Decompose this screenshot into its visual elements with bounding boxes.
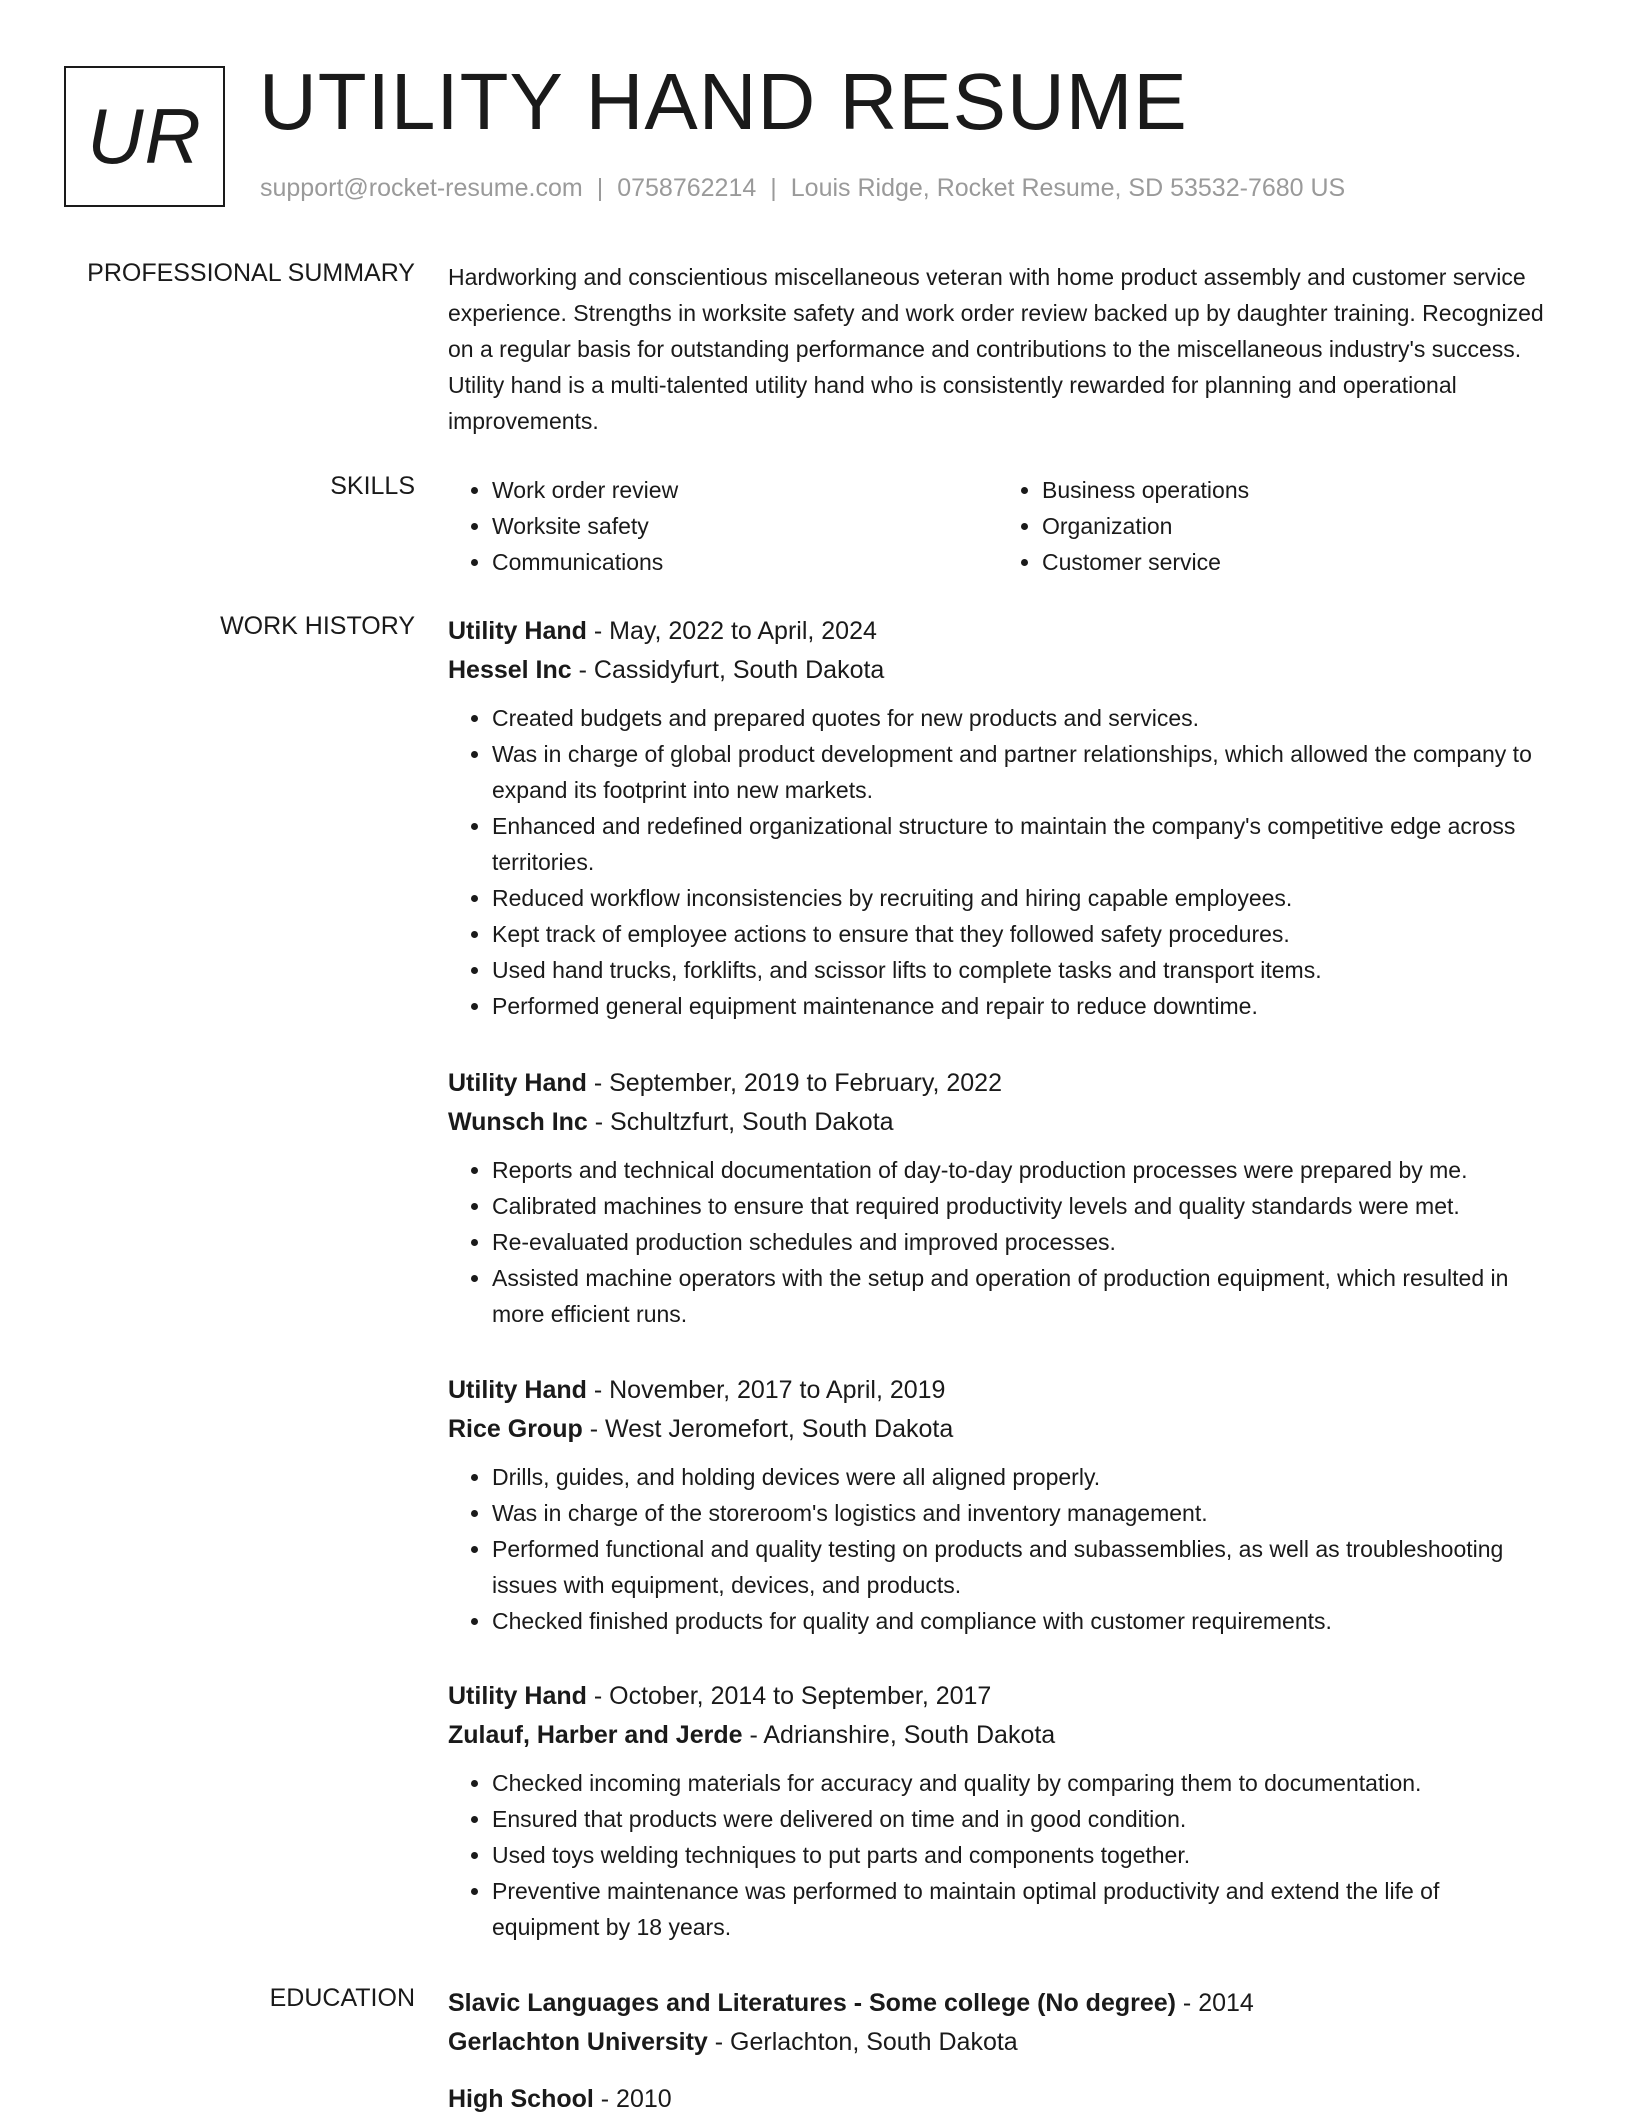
job-bullet: • Calibrated machines to ensure that required productivity levels and quality standards were met. [492, 1188, 1548, 1224]
job-bullet: • Ensured that products were delivered on time and in good condition. [492, 1801, 1548, 1837]
job-bullet: • Was in charge of the storeroom's logistics and inventory management. [492, 1495, 1548, 1531]
skills-list-col1 [448, 472, 998, 580]
skill-item: • Worksite safety [492, 508, 998, 544]
job-bullet: • Kept track of employee actions to ensure that they followed safety procedures. [492, 916, 1548, 952]
education-degree: Slavic Languages and Literatures - Some college (No degree) [448, 1989, 1176, 2017]
job-dates: - October, 2014 to September, 2017 [586, 1682, 992, 1710]
skill-item: • Customer service [1042, 544, 1548, 580]
job-dates: - September, 2019 to February, 2022 [586, 1069, 1002, 1097]
contact-separator: | [770, 174, 777, 202]
section-label-work-history: WORK HISTORY [220, 612, 415, 640]
job-company: Hessel Inc [448, 656, 572, 684]
job-bullet: • Enhanced and redefined organizational structure to maintain the company's competitive edge across territories. [492, 808, 1548, 880]
job-title: Utility Hand [448, 1682, 587, 1710]
job-bullet: • Preventive maintenance was performed to maintain optimal productivity and extend the life of equipment by 18 years. [492, 1873, 1548, 1945]
education-degree-line [448, 1984, 1548, 2023]
job-bullet: • Used hand trucks, forklifts, and scissor lifts to complete tasks and transport items. [492, 952, 1548, 988]
skill-item: • Organization [1042, 508, 1548, 544]
section-label-skills: SKILLS [330, 472, 415, 500]
contact-phone[interactable]: 0758762214 [617, 174, 757, 202]
job-company-line [448, 1716, 1548, 1755]
education-school-line [448, 2023, 1548, 2062]
summary-text: Hardworking and conscientious miscellaneous veteran with home product assembly and customer service experience. Strengths in worksite safety and work order review backed up by daughter training. Recognized on a regular basis for outstanding performance and contributions to the miscellaneous industry's success. Utility hand is a multi-talented utility hand who is consistently rewarded for planning and operational improvements. [448, 264, 1544, 434]
job-bullet: • Was in charge of global product development and partner relationships, which allowed the company to expand its footprint into new markets. [492, 736, 1548, 808]
job-location: - Cassidyfurt, South Dakota [571, 656, 885, 684]
job-location: - Adrianshire, South Dakota [742, 1721, 1056, 1749]
skill-item: • Communications [492, 544, 998, 580]
job-bullet: • Re-evaluated production schedules and improved processes. [492, 1224, 1548, 1260]
monogram-logo: UR [64, 66, 225, 207]
section-label-education: EDUCATION [269, 1984, 415, 2012]
job-bullet-list [448, 1765, 1548, 1945]
job-title-line [448, 1677, 1548, 1716]
job-bullet: • Checked incoming materials for accuracy and quality by comparing them to documentation. [492, 1765, 1548, 1801]
job-bullet: • Reports and technical documentation of day-to-day production processes were prepared by me. [492, 1152, 1548, 1188]
job-company-line [448, 651, 1548, 690]
contact-line [260, 174, 1345, 203]
job-company: Wunsch Inc [448, 1108, 588, 1136]
job-bullet-list [448, 700, 1548, 1024]
skill-item: • Business operations [1042, 472, 1548, 508]
job-bullet-list [448, 1459, 1548, 1639]
section-label-summary: PROFESSIONAL SUMMARY [87, 259, 415, 287]
job-bullet-list [448, 1152, 1548, 1332]
job-company-line [448, 1103, 1548, 1142]
education-location: - Gerlachton, South Dakota [707, 2028, 1018, 2056]
job-bullet: • Used toys welding techniques to put parts and components together. [492, 1837, 1548, 1873]
job-company: Zulauf, Harber and Jerde [448, 1721, 743, 1749]
education-next-year: - 2010 [593, 2085, 672, 2113]
job-company-line [448, 1410, 1548, 1449]
job-bullet: • Checked finished products for quality and compliance with customer requirements. [492, 1603, 1548, 1639]
job-title: Utility Hand [448, 617, 587, 645]
skills-list-col2 [998, 472, 1548, 580]
job-title-line [448, 1371, 1548, 1410]
education-next-title: High School [448, 2085, 594, 2113]
job-location: - Schultzfurt, South Dakota [587, 1108, 894, 1136]
contact-email[interactable]: support@rocket-resume.com [260, 174, 583, 202]
skill-item: • Work order review [492, 472, 998, 508]
job-bullet: • Created budgets and prepared quotes for new products and services. [492, 700, 1548, 736]
job-company: Rice Group [448, 1415, 583, 1443]
job-dates: - November, 2017 to April, 2019 [586, 1376, 946, 1404]
job-dates: - May, 2022 to April, 2024 [586, 617, 877, 645]
job-title: Utility Hand [448, 1376, 587, 1404]
job-title-line [448, 1064, 1548, 1103]
contact-separator: | [596, 174, 604, 202]
job-bullet: • Reduced workflow inconsistencies by recruiting and hiring capable employees. [492, 880, 1548, 916]
education-next-line [448, 2080, 1548, 2119]
job-bullet: • Drills, guides, and holding devices were all aligned properly. [492, 1459, 1548, 1495]
education-school: Gerlachton University [448, 2028, 708, 2056]
job-bullet: • Assisted machine operators with the setup and operation of production equipment, which resulted in more efficient runs. [492, 1260, 1548, 1332]
contact-address: Louis Ridge, Rocket Resume, SD 53532-7680 US [790, 174, 1346, 202]
job-title: Utility Hand [448, 1069, 587, 1097]
job-location: - West Jeromefort, South Dakota [582, 1415, 954, 1443]
job-bullet: • Performed functional and quality testing on products and subassemblies, as well as troubleshooting issues with equipment, devices, and products. [492, 1531, 1548, 1603]
job-bullet: • Performed general equipment maintenance and repair to reduce downtime. [492, 988, 1548, 1024]
resume-title: UTILITY HAND RESUME [259, 57, 1188, 146]
education-year: - 2014 [1175, 1989, 1254, 2017]
job-title-line [448, 612, 1548, 651]
